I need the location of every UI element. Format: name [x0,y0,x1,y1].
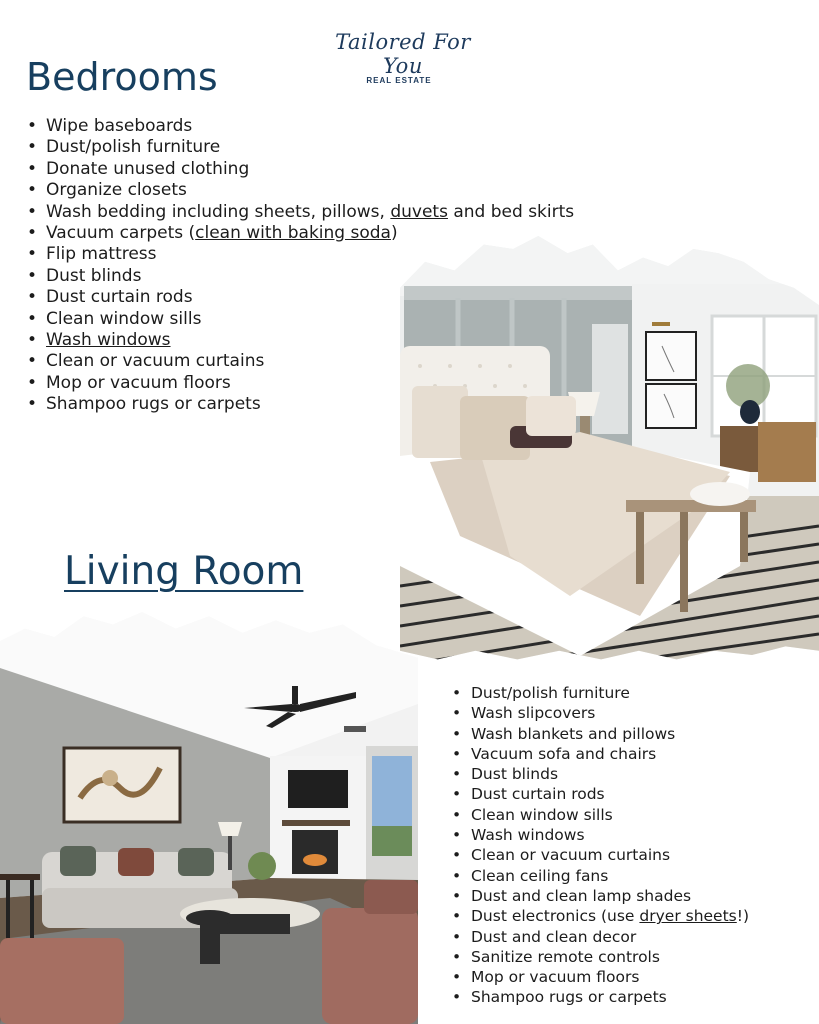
checklist-item-text: Shampoo rugs or carpets [471,988,667,1007]
checklist-item [24,159,574,180]
living-room-checklist [449,683,749,1008]
checklist-item-text: Clean or vacuum curtains [46,351,265,372]
checklist-item [449,805,749,825]
checklist-item [24,137,574,158]
checklist-item [449,724,749,744]
checklist-item-text: Dust curtain rods [46,287,193,308]
checklist-item-text: Dust and clean decor [471,927,637,946]
checklist-item-text: Shampoo rugs or carpets [46,394,261,415]
checklist-item-text: !) [736,907,750,926]
checklist-item-text: Clean or vacuum curtains [471,846,671,865]
checklist-item-text: Dust and clean lamp shades [471,886,692,905]
checklist-item-text: Clean window sills [471,805,613,824]
checklist-item [449,825,749,845]
checklist-item-link[interactable]: Wash windows [46,330,171,351]
checklist-item [24,223,574,244]
checklist-item [449,987,749,1007]
checklist-item-text: Wipe baseboards [46,116,193,136]
checklist-item-text: ) [390,223,398,244]
checklist-item-text: Flip mattress [46,244,157,265]
checklist-item [24,180,574,201]
checklist-item-text: Sanitize remote controls [471,947,660,966]
checklist-item-text: Wash bedding including sheets, pillows, [46,201,391,222]
checklist-item-text: Dust curtain rods [471,785,605,804]
checklist-item [24,116,574,137]
checklist-item-text: Dust blinds [471,765,559,784]
checklist-item [449,927,749,947]
brand-logo [318,30,488,85]
checklist-item [449,866,749,886]
checklist-item-text: Dust electronics (use [471,907,640,926]
checklist-item-link[interactable]: clean with baking soda [195,223,391,244]
checklist-item [449,703,749,723]
bedrooms-heading: Bedrooms [26,55,218,99]
logo-script-text: Tailored For You [335,30,471,78]
checklist-item-text: Dust blinds [46,265,142,286]
checklist-item [449,886,749,906]
checklist-item-text: Mop or vacuum floors [471,968,640,987]
living-room-photo [0,608,418,1024]
checklist-item [449,764,749,784]
checklist-item-text: Mop or vacuum floors [46,372,231,393]
checklist-item [449,683,749,703]
checklist-item-text: and bed skirts [447,201,575,222]
checklist-item-text: Clean window sills [46,308,202,329]
checklist-item-text: Dust/polish furniture [46,137,221,158]
bedroom-photo [400,236,819,668]
checklist-item-text: Donate unused clothing [46,158,250,179]
checklist-item [449,947,749,967]
checklist-item-text: Clean ceiling fans [471,866,609,885]
checklist-item-text: Wash windows [471,826,585,845]
checklist-item-text: Organize closets [46,180,187,201]
checklist-item-text: Dust/polish furniture [471,684,630,702]
checklist-item-text: Wash slipcovers [471,704,596,723]
checklist-item-text: Wash blankets and pillows [471,724,676,743]
checklist-item [449,967,749,987]
logo-subtitle: REAL ESTATE [366,76,432,85]
checklist-item [449,744,749,764]
checklist-item [449,845,749,865]
checklist-item-text: Vacuum sofa and chairs [471,744,657,763]
checklist-item-link[interactable]: dryer sheets [639,907,737,926]
living-room-heading: Living Room [64,549,304,594]
checklist-item [449,906,749,926]
checklist-item [24,202,574,223]
checklist-item-text: Vacuum carpets ( [46,223,196,244]
checklist-item [449,784,749,804]
checklist-item-link[interactable]: duvets [390,201,448,222]
